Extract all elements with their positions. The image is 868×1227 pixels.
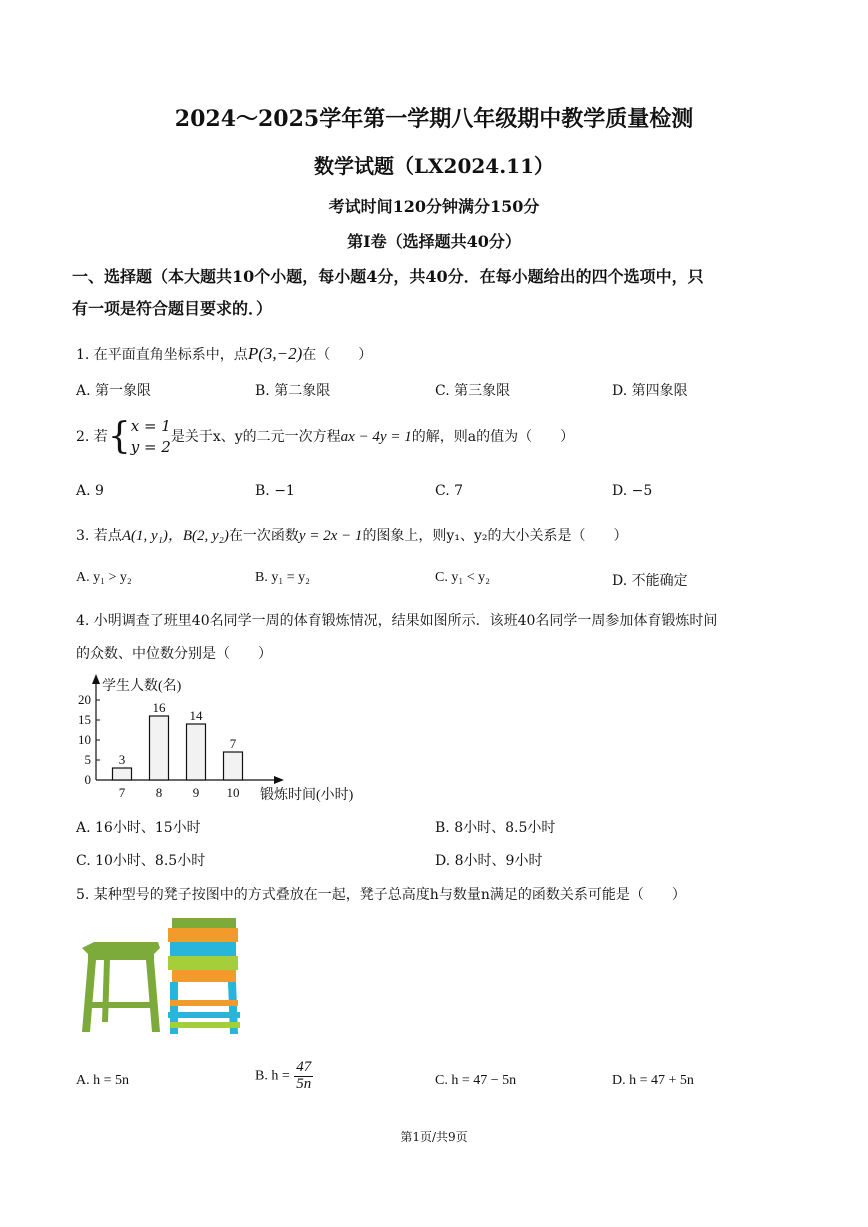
q5-option-b-denominator: 5n [296,1075,312,1092]
q2-equation: ax − 4y = 1 [340,429,412,445]
q3-points: A(1, y₁)，B(2, y₂) [121,528,229,544]
q5-option-b-prefix: B. h = [255,1068,290,1084]
q1-option-a[interactable]: A. 第一象限 [76,383,152,399]
stacked-stools-icon [168,918,240,1034]
x-axis-arrow-icon [274,776,284,784]
q4-option-a[interactable]: A. 16小时、15小时 [76,820,201,836]
section-heading-line2: 有一项是符合题目要求的．） [72,299,273,318]
q2-middle: 是关于x、y的二元一次方程 [170,429,341,445]
q5-option-b-fraction [294,1060,313,1093]
x-axis-label: 锻炼时间(小时) [260,788,354,803]
q3-option-b[interactable]: B. y₁ = y₂ [255,570,310,585]
y-axis-label: 学生人数(名) [102,679,182,694]
y-tick-label: 5 [84,752,91,767]
single-stool-icon [82,942,160,1032]
q2-option-a[interactable]: A. 9 [76,483,104,499]
q3-function: y = 2x − 1 [298,528,363,544]
q2-suffix: 的解，则a的值为（ ） [411,429,575,445]
q1-point: P(3,−2) [247,344,303,363]
question-2 [76,416,574,458]
question-5: 5. 某种型号的凳子按图中的方式叠放在一起，凳子总高度h与数量n满足的函数关系可能是（ ） [76,887,686,903]
y-tick-label: 20 [78,692,91,707]
q2-prefix: 2. 若 [76,429,108,445]
y-tick-label: 15 [78,712,91,727]
q2-sys-row2: y = 2 [130,438,171,456]
q1-option-d[interactable]: D. 第四象限 [612,383,688,399]
q2-option-d[interactable]: D. −5 [612,483,653,499]
q5-option-c[interactable]: C. h = 47 − 5n [435,1073,517,1088]
q3-prefix: 3. 若点 [76,528,122,544]
bar [150,716,169,780]
left-brace-icon: { [107,416,131,457]
q3-option-a[interactable]: A. y₁ > y₂ [76,570,132,585]
q2-equation-system [108,416,171,458]
question-4-line2: 的众数、中位数分别是（ ） [76,646,272,662]
question-1 [76,344,372,364]
x-tick-label: 9 [192,785,200,800]
q4-option-b[interactable]: B. 8小时、8.5小时 [435,820,556,836]
y-tick-label: 10 [78,732,91,747]
q5-option-b-numerator: 47 [296,1059,312,1075]
volume-title: 第I卷（选择题共40分） [347,232,521,251]
q3-suffix: 的图象上，则y₁、y₂的大小关系是（ ） [362,528,628,544]
bar [113,768,132,780]
stacked-stools-image [74,914,250,1042]
q3-option-c[interactable]: C. y₁ < y₂ [435,570,490,585]
y-tick-label: 0 [84,772,91,787]
page-number: 第1页/共9页 [400,1130,468,1144]
q1-option-b[interactable]: B. 第二象限 [255,383,331,399]
x-tick-label: 7 [118,785,126,800]
q5-option-d[interactable]: D. h = 47 + 5n [612,1073,694,1088]
exam-subtitle: 数学试题（LX2024.11） [313,154,555,178]
q3-middle: 在一次函数 [228,528,299,544]
q5-option-b[interactable] [255,1060,313,1093]
bar-value-label: 7 [229,736,237,751]
section-heading-line1: 一、选择题（本大题共10个小题，每小题4分，共40分．在每小题给出的四个选项中，只 [72,267,704,286]
exam-info: 考试时间120分钟满分150分 [328,197,540,216]
bar-value-label: 3 [118,752,126,767]
q2-option-c[interactable]: C. 7 [435,483,464,499]
q4-option-d[interactable]: D. 8小时、9小时 [435,853,543,869]
q5-option-a[interactable]: A. h = 5n [76,1073,130,1088]
x-tick-label: 8 [155,785,163,800]
exercise-bar-chart [70,672,390,808]
q1-suffix: 在（ ） [302,347,373,363]
bar-value-label: 16 [152,700,166,715]
q2-sys-row1: x = 1 [130,417,171,435]
q1-prefix: 1. 在平面直角坐标系中，点 [76,347,248,363]
y-axis-arrow-icon [92,674,100,684]
q1-option-c[interactable]: C. 第三象限 [435,383,511,399]
bar [187,724,206,780]
exam-title: 2024～2025学年第一学期八年级期中教学质量检测 [174,106,694,132]
question-3 [76,524,627,545]
x-tick-label: 10 [226,785,240,800]
bar [224,752,243,780]
question-4-line1: 4. 小明调查了班里40名同学一周的体育锻炼情况，结果如图所示．该班40名同学一周参加体育锻炼时间 [76,613,718,629]
q3-option-d[interactable]: D. 不能确定 [612,573,688,589]
q2-option-b[interactable]: B. −1 [255,483,295,499]
bar-value-label: 14 [189,708,203,723]
q4-option-c[interactable]: C. 10小时、8.5小时 [76,853,206,869]
